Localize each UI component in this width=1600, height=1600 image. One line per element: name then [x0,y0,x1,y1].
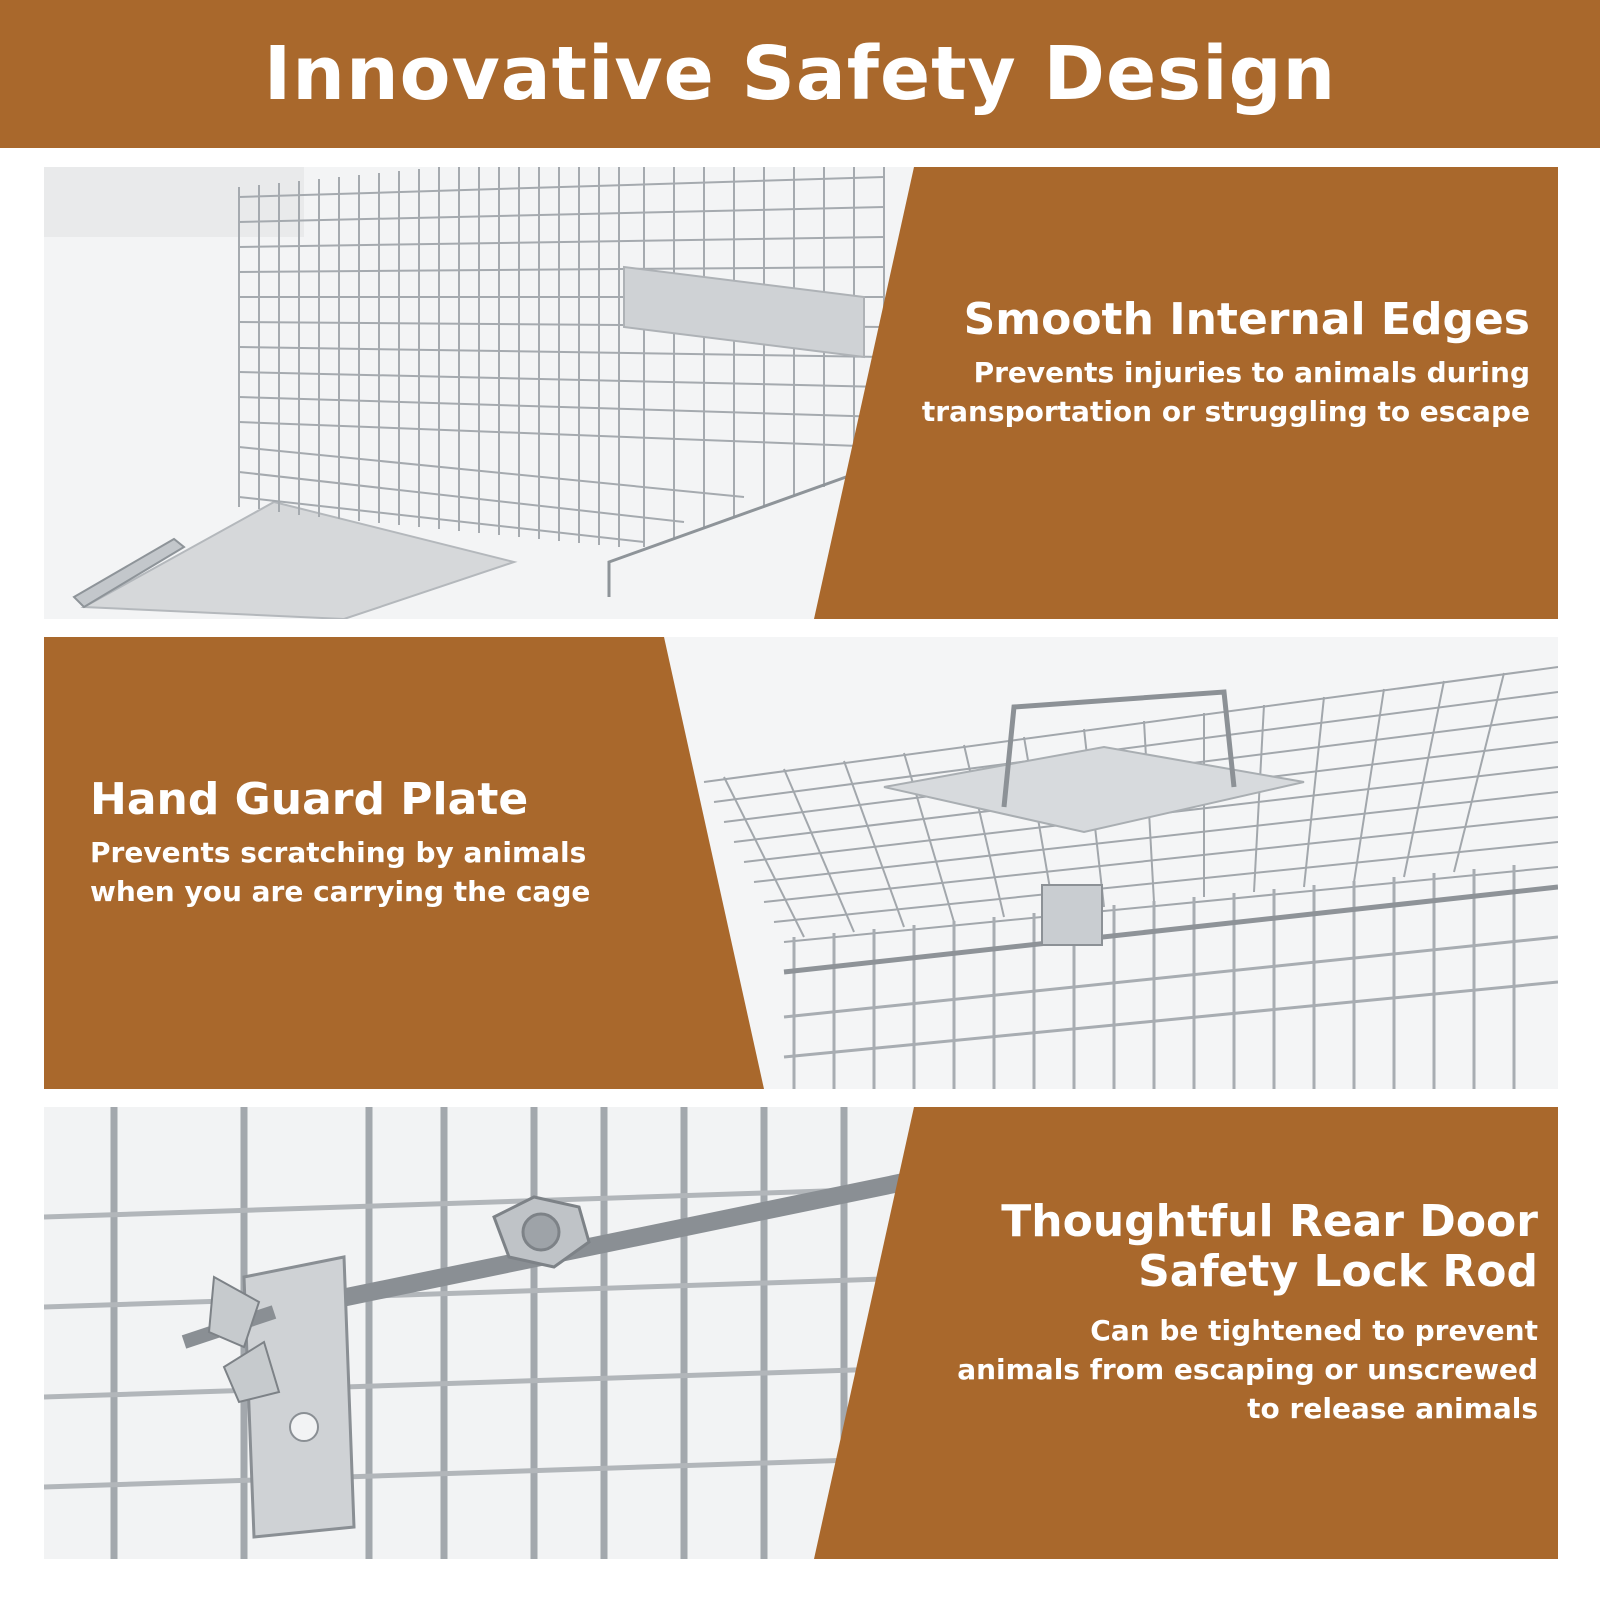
feature-panel-hand-guard [44,637,1558,1089]
feature-title: Hand Guard Plate [90,774,529,825]
description-line: Prevents scratching by animals [90,836,587,869]
title-line: Safety Lock Rod [1138,1246,1538,1297]
feature-text-smooth-edges [922,295,1530,431]
description-line: when you are carrying the cage [90,875,591,908]
cage-handle-photo [664,637,1558,1089]
feature-panel-smooth-edges [44,167,1558,619]
feature-description [90,833,590,911]
feature-title: Smooth Internal Edges [963,294,1530,345]
page-title: Innovative Safety Design [263,31,1337,117]
lock-rod-photo [44,1107,944,1559]
description-line: animals from escaping or unscrewed [957,1353,1538,1386]
cage-interior-photo [44,167,944,619]
header-banner [0,0,1600,148]
feature-panel-lock-rod [44,1107,1558,1559]
feature-title [957,1197,1538,1297]
description-line: Prevents injuries to animals during [973,356,1530,389]
feature-text-hand-guard [90,775,590,911]
description-line: Can be tightened to prevent [1090,1314,1538,1347]
feature-text-lock-rod [957,1197,1538,1428]
title-line: Thoughtful Rear Door [1001,1196,1538,1247]
feature-description [922,353,1530,431]
description-line: transportation or struggling to escape [921,395,1530,428]
description-line: to release animals [1247,1392,1538,1425]
feature-description [957,1311,1538,1428]
